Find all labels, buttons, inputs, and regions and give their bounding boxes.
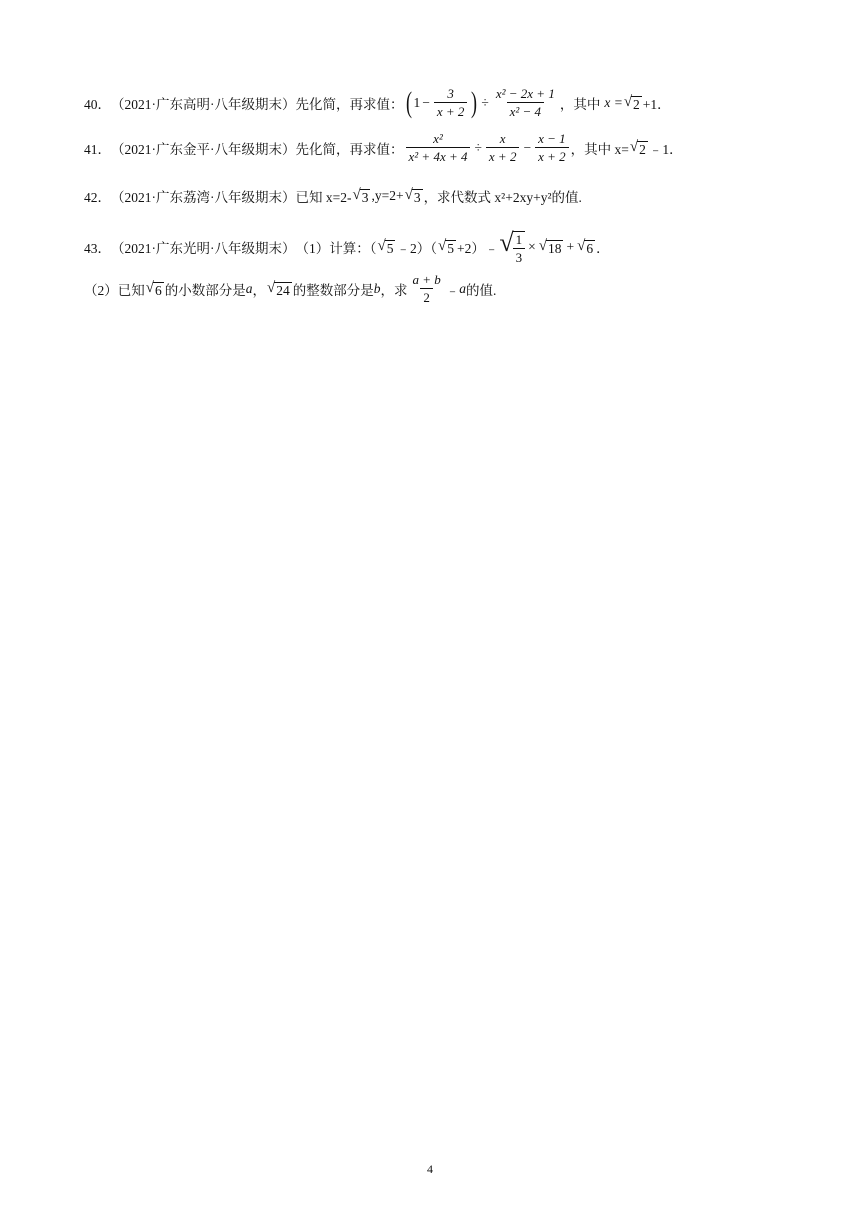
sqrt <box>405 187 423 205</box>
condition-lhs: x = <box>604 94 623 110</box>
radicand: 5 <box>386 240 394 256</box>
fraction <box>493 86 558 119</box>
problem-43-part-2 <box>84 272 496 305</box>
problem-41 <box>84 131 683 164</box>
problem-text: ﹣2）（ <box>396 240 437 256</box>
problem-number: 41． <box>84 141 111 157</box>
variable-a: a <box>245 280 253 296</box>
numerator: a + b <box>412 272 441 287</box>
denominator: x + 2 <box>535 147 569 164</box>
problem-text: 的整数部分是 <box>292 282 374 298</box>
sqrt <box>577 238 595 256</box>
condition-tail: ﹣1． <box>648 141 683 157</box>
problem-number: 43． <box>84 240 111 256</box>
problem-text: 的值. <box>466 282 497 298</box>
math-times: × <box>528 238 536 254</box>
radical-sign-icon: √ <box>538 237 547 254</box>
problem-prompt: 先化简，再求值： <box>295 96 404 112</box>
problem-43 <box>84 228 610 265</box>
radical-sign-icon: √ <box>623 93 633 110</box>
radical-sign-icon: √ <box>577 237 586 254</box>
radical-sign-icon: √ <box>352 187 361 203</box>
part-label: （2）已知 <box>84 282 145 298</box>
problem-text: ，求 <box>380 282 408 298</box>
numerator: 1 <box>515 232 523 247</box>
radicand: 6 <box>586 240 594 256</box>
numerator: x² <box>433 131 443 146</box>
denominator: x² − 4 <box>507 102 544 119</box>
fraction <box>535 131 569 164</box>
numerator: x − 1 <box>538 131 566 146</box>
part-label: （1）计算：（ <box>295 240 377 256</box>
fraction <box>513 231 526 265</box>
problem-text: ，求代数式 x²+2xy+y²的值. <box>423 190 582 205</box>
problem-42 <box>84 186 582 206</box>
numerator: 3 <box>447 86 454 101</box>
condition-prefix: ，其中 <box>559 96 601 112</box>
denominator: x² + 4x + 4 <box>406 147 471 164</box>
radical-sign-icon: √ <box>377 237 386 254</box>
sqrt <box>146 280 164 298</box>
math-minus: − <box>523 139 532 155</box>
radicand: 6 <box>154 282 162 298</box>
radical-sign-icon: √ <box>437 237 447 254</box>
problem-text: +2）﹣ <box>456 240 499 256</box>
radicand: 5 <box>447 240 454 256</box>
problem-text: ． <box>596 240 610 256</box>
problem-text: ﹣ <box>445 282 460 298</box>
variable-b: b <box>373 280 381 296</box>
sqrt <box>624 94 642 112</box>
fraction <box>406 131 471 164</box>
radicand: 24 <box>276 282 290 298</box>
radicand: 2 <box>633 96 640 112</box>
math-divide: ÷ <box>481 94 489 110</box>
numerator: x <box>499 131 506 146</box>
right-paren: ) <box>471 85 478 119</box>
radicand: 18 <box>547 240 562 256</box>
math-plus: + <box>566 238 575 254</box>
denominator: x + 2 <box>486 147 520 164</box>
problem-text: 的小数部分是 <box>164 282 246 298</box>
fraction <box>434 86 468 119</box>
sqrt <box>267 280 292 298</box>
variable-a: a <box>459 280 466 296</box>
problem-source: （2021·广东光明·八年级期末） <box>111 240 296 256</box>
sqrt <box>438 238 456 256</box>
problem-text: ， <box>252 282 266 298</box>
math-divide: ÷ <box>474 139 482 155</box>
fraction <box>409 272 443 305</box>
sqrt <box>539 238 564 256</box>
problem-number: 40． <box>84 96 111 112</box>
page-number: 4 <box>427 1162 433 1176</box>
radicand: 3 <box>361 190 369 205</box>
math-minus: − <box>422 94 430 110</box>
radicand: 2 <box>639 141 646 157</box>
problem-40 <box>84 86 671 119</box>
sqrt <box>378 238 396 256</box>
fraction <box>486 131 520 164</box>
problem-source: （2021·广东高明·八年级期末） <box>111 96 296 112</box>
problem-number: 42． <box>84 190 111 205</box>
problem-prompt: 先化简，再求值： <box>295 141 404 157</box>
problem-text: 已知 x=2- <box>295 190 352 205</box>
sqrt <box>499 228 525 265</box>
radical-sign-icon: √ <box>145 279 154 296</box>
radical-sign-icon: √ <box>404 187 413 203</box>
radical-sign-icon: √ <box>499 228 514 257</box>
problem-text: ,y=2+ <box>371 188 404 203</box>
problem-source: （2021·广东金平·八年级期末） <box>111 141 296 157</box>
math-one: 1 <box>413 94 421 110</box>
sqrt <box>352 187 370 205</box>
denominator: 3 <box>513 248 526 265</box>
condition-tail: +1． <box>642 96 671 112</box>
numerator: x² − 2x + 1 <box>495 86 555 101</box>
denominator: 2 <box>420 288 433 305</box>
radical-sign-icon: √ <box>266 279 276 296</box>
condition-prefix: ，其中 x= <box>570 141 629 157</box>
radicand: 3 <box>413 190 421 205</box>
sqrt <box>630 139 648 157</box>
denominator: x + 2 <box>434 102 468 119</box>
left-paren: ( <box>405 85 412 119</box>
radical-sign-icon: √ <box>629 138 639 155</box>
problem-source: （2021·广东荔湾·八年级期末） <box>111 190 296 205</box>
